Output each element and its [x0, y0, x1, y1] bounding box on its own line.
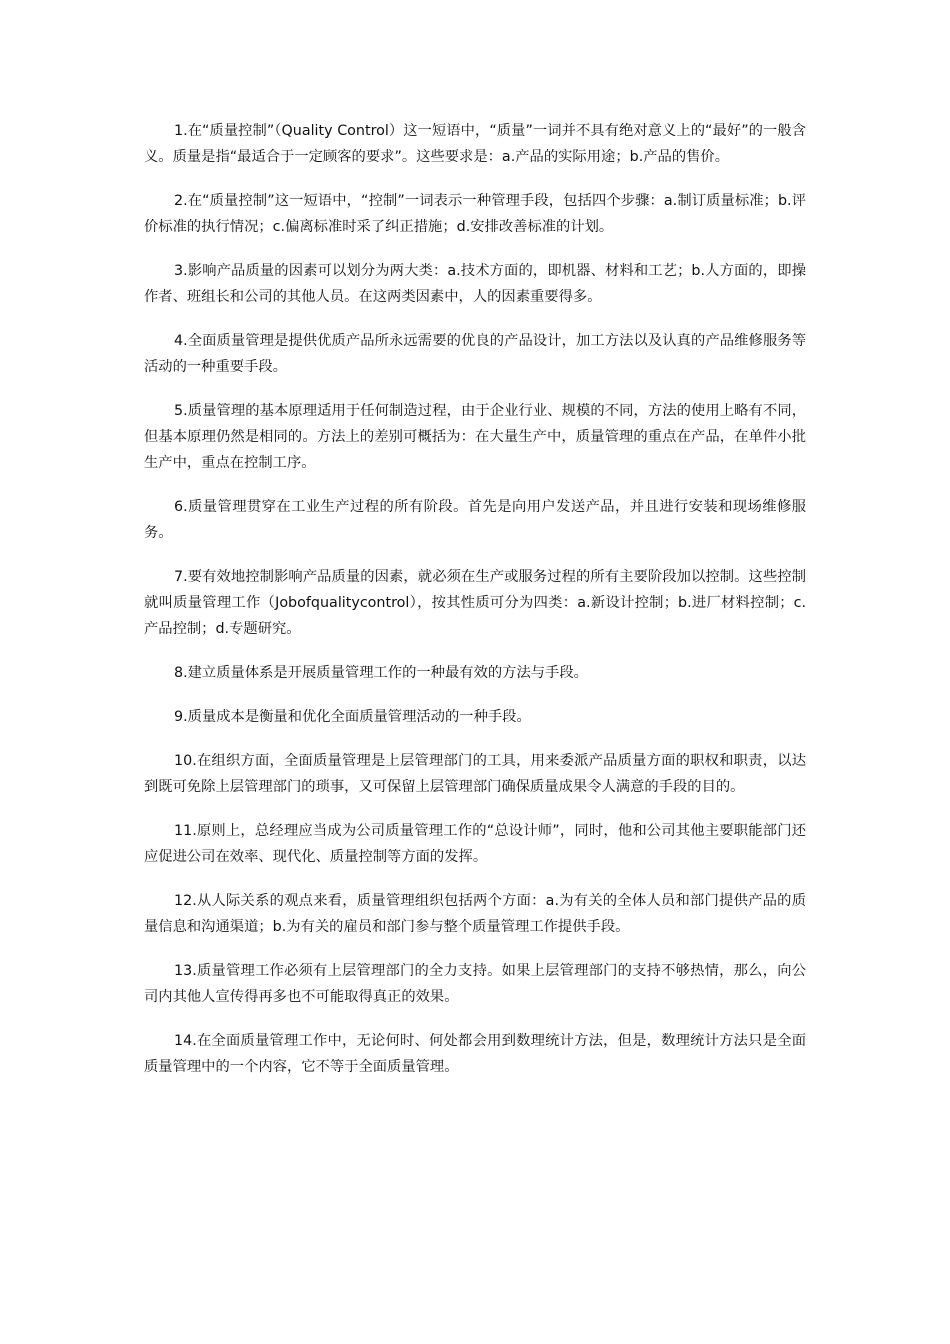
- paragraph-7: 7.要有效地控制影响产品质量的因素，就必须在生产或服务过程的所有主要阶段加以控制。这些控制就叫质量管理工作（Jobofqualitycontrol），按其性质可分为四类：a.新设计控制；b.进厂材料控制；c.产品控制；d.专题研究。: [144, 569, 806, 637]
- paragraph-6: 6.质量管理贯穿在工业生产过程的所有阶段。首先是向用户发送产品，并且进行安装和现场维修服务。: [144, 499, 806, 541]
- paragraph-2: 2.在“质量控制”这一短语中，“控制”一词表示一种管理手段，包括四个步骤：a.制订质量标准；b.评价标准的执行情况；c.偏离标准时采了纠正措施；d.安排改善标准的计划。: [144, 193, 806, 235]
- paragraph-12: 12.从人际关系的观点来看，质量管理组织包括两个方面：a.为有关的全体人员和部门提供产品的质量信息和沟通渠道；b.为有关的雇员和部门参与整个质量管理工作提供手段。: [144, 893, 806, 935]
- paragraph-11: 11.原则上，总经理应当成为公司质量管理工作的“总设计师”，同时，他和公司其他主要职能部门还应促进公司在效率、现代化、质量控制等方面的发挥。: [144, 823, 806, 865]
- paragraph-3: 3.影响产品质量的因素可以划分为两大类：a.技术方面的，即机器、材料和工艺；b.人方面的，即操作者、班组长和公司的其他人员。在这两类因素中，人的因素重要得多。: [144, 263, 806, 305]
- paragraph-8: 8.建立质量体系是开展质量管理工作的一种最有效的方法与手段。: [174, 665, 588, 681]
- paragraph-1: 1.在“质量控制”（Quality Control）这一短语中，“质量”一词并不具有绝对意义上的“最好”的一般含义。质量是指“最适合于一定顾客的要求”。这些要求是：a.产品的实际用途；b.产品的售价。: [144, 123, 806, 165]
- paragraph-9: 9.质量成本是衡量和优化全面质量管理活动的一种手段。: [174, 709, 531, 725]
- paragraph-13: 13.质量管理工作必须有上层管理部门的全力支持。如果上层管理部门的支持不够热情，那么，向公司内其他人宣传得再多也不可能取得真正的效果。: [144, 963, 806, 1005]
- paragraph-10: 10.在组织方面，全面质量管理是上层管理部门的工具，用来委派产品质量方面的职权和职责，以达到既可免除上层管理部门的琐事，又可保留上层管理部门确保质量成果令人满意的手段的目的。: [144, 753, 806, 795]
- paragraph-14: 14.在全面质量管理工作中，无论何时、何处都会用到数理统计方法，但是，数理统计方法只是全面质量管理中的一个内容，它不等于全面质量管理。: [144, 1033, 806, 1075]
- paragraph-4: 4.全面质量管理是提供优质产品所永远需要的优良的产品设计，加工方法以及认真的产品维修服务等活动的一种重要手段。: [144, 333, 806, 375]
- document-page: [144, 118, 806, 1098]
- paragraph-5: 5.质量管理的基本原理适用于任何制造过程，由于企业行业、规模的不同，方法的使用上略有不同，但基本原理仍然是相同的。方法上的差别可概括为：在大量生产中，质量管理的重点在产品，在单件小批生产中，重点在控制工序。: [144, 403, 806, 471]
